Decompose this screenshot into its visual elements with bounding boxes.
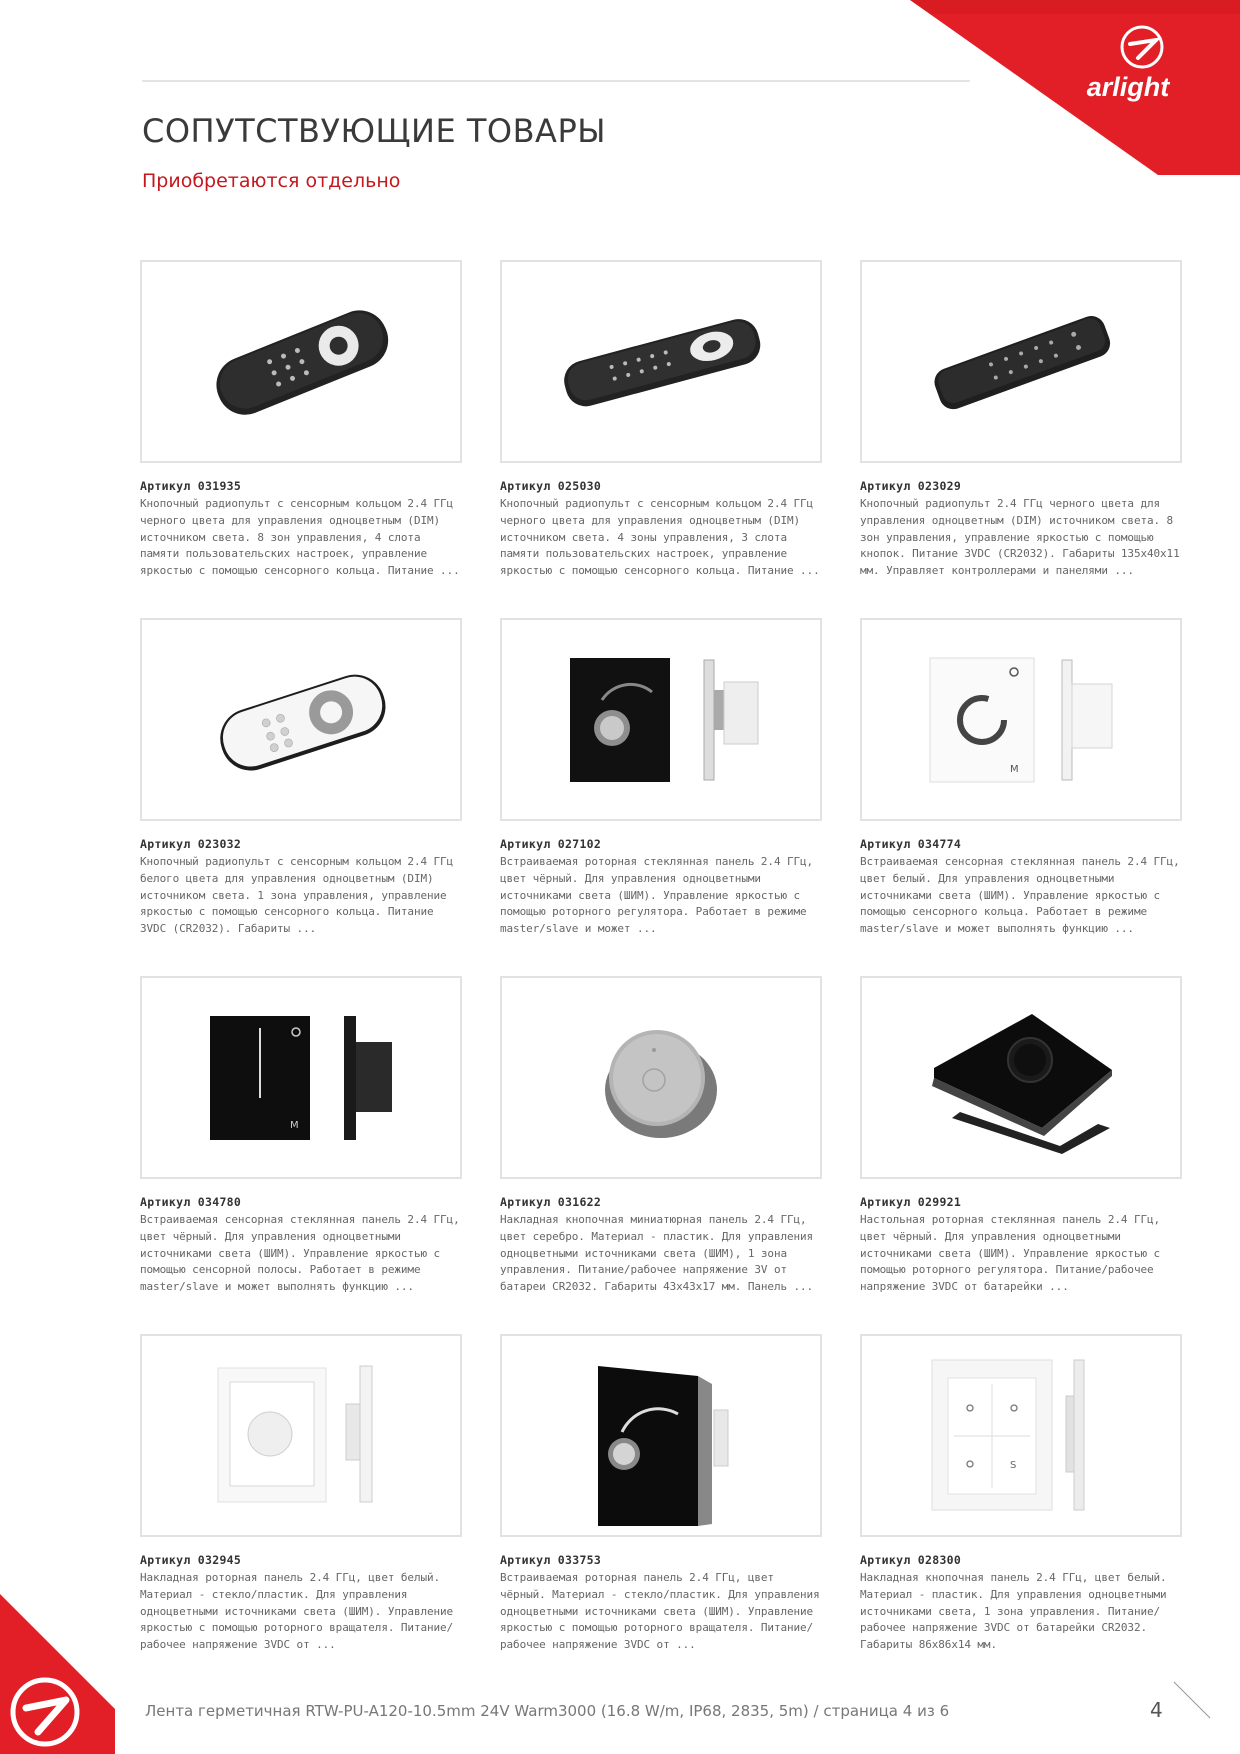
product-description: Кнопочный радиопульт с сенсорным кольцом 2.4 ГГц черного цвета для управления одноцветным (DIM) источником света. 4 зоны управления, 3 слота памяти пользовательских настроек, управление яркостью с помощью сенсорного кольца. Питание ... [500, 497, 820, 578]
product-description: Встраиваемая сенсорная стеклянная панель 2.4 ГГц, цвет чёрный. Для управления одноцветными источниками света (ШИМ). Управление яркостью с помощью сенсорной полосы. Работает в режиме master/slave и может выполнять функцию ... [140, 1213, 460, 1294]
header-divider [142, 80, 970, 82]
page-title: СОПУТСТВУЮЩИЕ ТОВАРЫ [142, 112, 606, 150]
panel-white-rotary-icon[interactable] [140, 1334, 462, 1537]
product-article: Артикул 029921 [860, 1195, 962, 1209]
product-description: Встраиваемая роторная панель 2.4 ГГц, цвет чёрный. Материал - стекло/пластик. Для управления одноцветными источниками света (ШИМ). Управление яркостью с помощью роторного вращателя. Питание/рабочее напряжение 3VDC от ... [500, 1571, 820, 1652]
panel-black-rotary-icon[interactable] [500, 618, 822, 821]
remote-black-buttons-icon[interactable] [860, 260, 1182, 463]
product-card[interactable] [500, 260, 822, 580]
product-card[interactable] [860, 1334, 1182, 1654]
panel-black-rotary-2-icon[interactable] [500, 1334, 822, 1537]
brand-corner-logo [910, 0, 1240, 175]
product-description: Кнопочный радиопульт с сенсорным кольцом 2.4 ГГц черного цвета для управления одноцветным (DIM) источником света. 8 зон управления, 4 слота памяти пользовательских настроек, управление яркостью с помощью сенсорного кольца. Питание ... [140, 497, 460, 578]
product-article: Артикул 034780 [140, 1195, 242, 1209]
svg-text:M: M [1010, 764, 1019, 775]
panel-white-buttons-icon[interactable] [860, 1334, 1182, 1537]
product-description: Накладная кнопочная панель 2.4 ГГц, цвет белый. Материал - пластик. Для управления одноцветными источниками света, 1 зона управления. Питание/рабочее напряжение 3VDC от батарейки CR2032. Габариты 86x86x14 мм. [860, 1571, 1167, 1652]
svg-text:M: M [290, 1120, 299, 1131]
brand-corner-icon [0, 1594, 115, 1754]
product-card[interactable] [500, 1334, 822, 1654]
product-card[interactable] [860, 618, 1182, 938]
product-article: Артикул 034774 [860, 837, 962, 851]
product-description: Встраиваемая сенсорная стеклянная панель 2.4 ГГц, цвет белый. Для управления одноцветными источниками света (ШИМ). Управление яркостью с помощью сенсорного кольца. Работает в режиме master/slave и может выполнять функцию ... [860, 855, 1180, 936]
page-subtitle: Приобретаются отдельно [142, 170, 401, 192]
mini-button-silver-icon[interactable] [500, 976, 822, 1179]
panel-white-touch-icon[interactable] [860, 618, 1182, 821]
remote-white-ring-icon[interactable] [140, 618, 462, 821]
product-card[interactable] [860, 976, 1182, 1296]
product-article: Артикул 023032 [140, 837, 242, 851]
product-card[interactable] [140, 260, 462, 580]
product-article: Артикул 031935 [140, 479, 242, 493]
product-description: Накладная кнопочная миниатюрная панель 2.4 ГГц, цвет серебро. Материал - пластик. Для управления одноцветными источниками света (ШИМ), 1 зона управления. Питание/рабочее напряжение 3V от батареи CR2032. Габариты 43x43x17 мм. Панель ... [500, 1213, 814, 1294]
product-description: Кнопочный радиопульт 2.4 ГГц черного цвета для управления одноцветным (DIM) источником света. 8 зон управления, управление яркостью с помощью кнопок. Питание 3VDC (CR2032). Габариты 135x40x11 мм. Управляет контроллерами и панелями ... [860, 497, 1180, 578]
desk-panel-black-rotary-icon[interactable] [860, 976, 1182, 1179]
product-article: Артикул 032945 [140, 1553, 242, 1567]
svg-text:S: S [1010, 1460, 1017, 1471]
product-description: Встраиваемая роторная стеклянная панель 2.4 ГГц, цвет чёрный. Для управления одноцветными источниками света (ШИМ). Управление яркостью с помощью роторного регулятора. Работает в режиме master/slave и может ... [500, 855, 814, 936]
product-description: Настольная роторная стеклянная панель 2.4 ГГц, цвет чёрный. Для управления одноцветными источниками света (ШИМ). Управление яркостью с помощью роторного регулятора. Питание/рабочее напряжение 3VDC от батарейки ... [860, 1213, 1161, 1294]
product-card[interactable] [860, 260, 1182, 580]
footer-document-title: Лента герметичная RTW-PU-A120-10.5mm 24V Warm3000 (16.8 W/m, IP68, 2835, 5m) / страница 4 из 6 [145, 1702, 950, 1720]
product-article: Артикул 033753 [500, 1553, 602, 1567]
remote-black-ring-icon[interactable] [140, 260, 462, 463]
product-article: Артикул 025030 [500, 479, 602, 493]
product-description: Кнопочный радиопульт с сенсорным кольцом 2.4 ГГц белого цвета для управления одноцветным (DIM) источником света. 1 зона управления, управление яркостью с помощью сенсорного кольца. Питание 3VDC (CR2032). Габариты ... [140, 855, 454, 936]
brand-logo-text: arlight [1086, 72, 1170, 102]
product-article: Артикул 028300 [860, 1553, 962, 1567]
product-article: Артикул 027102 [500, 837, 602, 851]
product-card[interactable] [140, 1334, 462, 1654]
product-article: Артикул 031622 [500, 1195, 602, 1209]
product-card[interactable] [500, 976, 822, 1296]
panel-black-touch-strip-icon[interactable] [140, 976, 462, 1179]
product-article: Артикул 023029 [860, 479, 962, 493]
page-number: 4 [1150, 1698, 1163, 1722]
product-card[interactable] [140, 618, 462, 938]
page-corner-slash [1172, 1680, 1212, 1720]
product-card[interactable] [500, 618, 822, 938]
product-card[interactable] [140, 976, 462, 1296]
remote-black-ring-long-icon[interactable] [500, 260, 822, 463]
product-description: Накладная роторная панель 2.4 ГГц, цвет белый. Материал - стекло/пластик. Для управления одноцветными источниками света (ШИМ). Управление яркостью с помощью роторного вращателя. Питание/рабочее напряжение 3VDC от ... [140, 1571, 454, 1652]
